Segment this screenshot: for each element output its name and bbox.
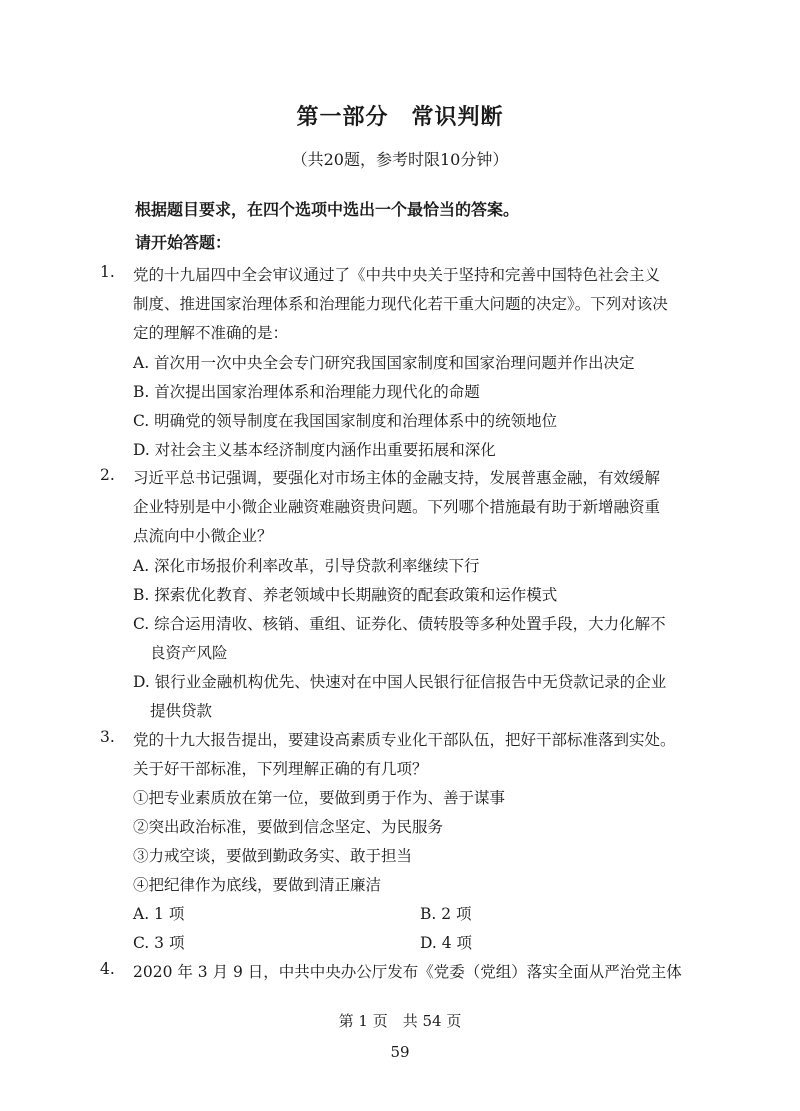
instruction-text: 根据题目要求，在四个选项中选出一个最恰当的答案。 xyxy=(135,200,520,219)
page-info: 第 1 页 共 54 页 xyxy=(338,1012,462,1030)
question-stem-line: 制度、推进国家治理体系和治理能力现代化若干重大问题的决定》。下列对该决 xyxy=(133,295,668,313)
question-stem-line: 党的十九届四中全会审议通过了《中共中央关于坚持和完善中国特色社会主义 xyxy=(133,266,661,284)
option-a: A. 深化市场报价利率改革，引导贷款利率继续下行 xyxy=(133,557,480,575)
question-stem-line: 点流向中小微企业？ xyxy=(133,527,273,545)
question-number: 3. xyxy=(100,728,115,746)
question-number: 1. xyxy=(100,263,115,281)
statement-3: ③力戒空谈，要做到勤政务实、敢于担当 xyxy=(133,847,413,865)
option-b: B. 2 项 xyxy=(420,905,472,923)
start-prompt: 请开始答题： xyxy=(135,233,232,252)
statement-4: ④把纪律作为底线，要做到清正廉洁 xyxy=(133,876,382,894)
option-b: B. 探索优化教育、养老领域中长期融资的配套政策和运作模式 xyxy=(133,586,558,604)
option-c: C. 3 项 xyxy=(133,934,185,952)
option-b: B. 首次提出国家治理体系和治理能力现代化的命题 xyxy=(133,383,480,401)
option-d: D. 对社会主义基本经济制度内涵作出重要拓展和深化 xyxy=(133,441,496,459)
question-stem-line: 习近平总书记强调，要强化对市场主体的金融支持，发展普惠金融，有效缓解 xyxy=(133,469,661,487)
statement-2: ②突出政治标准，要做到信念坚定、为民服务 xyxy=(133,818,444,836)
question-number: 4. xyxy=(100,960,115,978)
option-d-continued: 提供贷款 xyxy=(150,702,213,720)
question-stem-line: 2020 年 3 月 9 日，中共中央办公厅发布《党委（党组）落实全面从严治党主体 xyxy=(133,963,682,981)
question-stem-line: 企业特别是中小微企业融资难融资贵问题。下列哪个措施最有助于新增融资重 xyxy=(133,498,661,516)
option-d: D. 4 项 xyxy=(420,934,473,952)
page-number: 59 xyxy=(390,1043,410,1061)
statement-1: ①把专业素质放在第一位，要做到勇于作为、善于谋事 xyxy=(133,789,506,807)
option-c: C. 综合运用清收、核销、重组、证券化、债转股等多种处置手段，大力化解不 xyxy=(133,615,666,633)
option-a: A. 1 项 xyxy=(133,905,185,923)
question-number: 2. xyxy=(100,466,115,484)
option-c-continued: 良资产风险 xyxy=(150,644,228,662)
section-title: 第一部分 常识判断 xyxy=(296,105,504,130)
option-c: C. 明确党的领导制度在我国国家制度和治理体系中的统领地位 xyxy=(133,412,558,430)
question-stem-line: 定的理解不准确的是： xyxy=(133,324,289,342)
question-stem-line: 党的十九大报告提出，要建设高素质专业化干部队伍，把好干部标准落到实处。 xyxy=(133,731,676,749)
option-a: A. 首次用一次中央全会专门研究我国国家制度和国家治理问题并作出决定 xyxy=(133,354,635,372)
question-stem-line: 关于好干部标准，下列理解正确的有几项？ xyxy=(133,760,428,778)
option-d: D. 银行业金融机构优先、快速对在中国人民银行征信报告中无贷款记录的企业 xyxy=(133,673,667,691)
section-subtitle: （共20题，参考时限10分钟） xyxy=(291,150,509,169)
